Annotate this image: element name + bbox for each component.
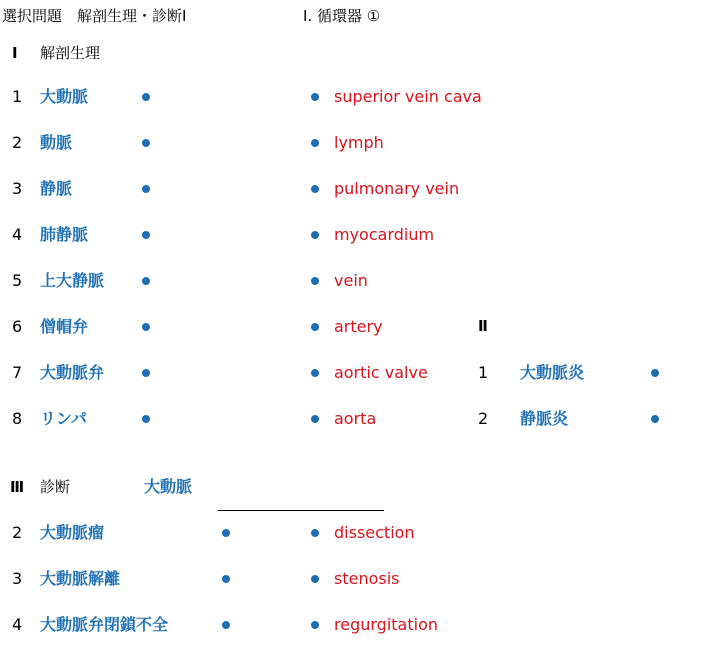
match-dot-left[interactable] bbox=[142, 185, 150, 193]
japanese-term: 静脈 bbox=[40, 179, 73, 198]
english-term: lymph bbox=[334, 133, 384, 152]
item-number: 2 bbox=[12, 133, 23, 152]
match-dot-left[interactable] bbox=[142, 415, 150, 423]
match-dot[interactable] bbox=[651, 415, 659, 423]
match-dot-left[interactable] bbox=[142, 369, 150, 377]
item-number: 2 bbox=[478, 409, 489, 428]
english-term: vein bbox=[334, 271, 368, 290]
match-dot-right[interactable] bbox=[311, 277, 319, 285]
japanese-term: 大動脈 bbox=[40, 87, 89, 106]
english-term: artery bbox=[334, 317, 383, 336]
japanese-term: 肺静脈 bbox=[40, 225, 89, 244]
match-dot-left[interactable] bbox=[142, 231, 150, 239]
match-dot-right[interactable] bbox=[311, 185, 319, 193]
match-dot-left[interactable] bbox=[222, 529, 230, 537]
match-dot-right[interactable] bbox=[311, 369, 319, 377]
match-dot-right[interactable] bbox=[311, 93, 319, 101]
item-number: 2 bbox=[12, 523, 23, 542]
japanese-term: 大動脈解離 bbox=[40, 569, 121, 588]
section1-roman: Ⅰ bbox=[12, 44, 18, 62]
item-number: 6 bbox=[12, 317, 23, 336]
match-dot-left[interactable] bbox=[142, 139, 150, 147]
match-dot-left[interactable] bbox=[222, 621, 230, 629]
english-term: stenosis bbox=[334, 569, 400, 588]
match-dot-left[interactable] bbox=[142, 277, 150, 285]
english-term: aorta bbox=[334, 409, 377, 428]
english-term: aortic valve bbox=[334, 363, 428, 382]
section3-example-term: 大動脈 bbox=[144, 477, 193, 496]
japanese-term: 大動脈弁閉鎖不全 bbox=[40, 615, 169, 634]
match-dot-right[interactable] bbox=[311, 621, 319, 629]
match-dot-left[interactable] bbox=[142, 323, 150, 331]
item-number: 7 bbox=[12, 363, 23, 382]
item-number: 3 bbox=[12, 179, 23, 198]
section3-title: 診断 bbox=[40, 478, 71, 496]
english-term: superior vein cava bbox=[334, 87, 482, 106]
japanese-term: 大動脈弁 bbox=[40, 363, 105, 382]
item-number: 1 bbox=[12, 87, 23, 106]
item-number: 4 bbox=[12, 225, 23, 244]
japanese-term: リンパ bbox=[40, 409, 87, 428]
japanese-term: 大動脈瘤 bbox=[40, 523, 105, 542]
header-left: 選択問題 解剖生理・診断Ⅰ bbox=[2, 7, 187, 25]
japanese-term: 大動脈炎 bbox=[520, 363, 585, 382]
item-number: 1 bbox=[478, 363, 489, 382]
english-term: regurgitation bbox=[334, 615, 438, 634]
match-dot-left[interactable] bbox=[222, 575, 230, 583]
divider-line bbox=[218, 510, 384, 511]
section3-roman: Ⅲ bbox=[10, 478, 25, 496]
item-number: 3 bbox=[12, 569, 23, 588]
item-number: 4 bbox=[12, 615, 23, 634]
section1-title: 解剖生理 bbox=[40, 44, 101, 62]
match-dot-right[interactable] bbox=[311, 231, 319, 239]
japanese-term: 上大静脈 bbox=[40, 271, 105, 290]
english-term: dissection bbox=[334, 523, 415, 542]
match-dot-right[interactable] bbox=[311, 139, 319, 147]
item-number: 5 bbox=[12, 271, 23, 290]
section2-roman: Ⅱ bbox=[478, 317, 488, 335]
match-dot-right[interactable] bbox=[311, 575, 319, 583]
japanese-term: 動脈 bbox=[40, 133, 73, 152]
match-dot-right[interactable] bbox=[311, 323, 319, 331]
match-dot-right[interactable] bbox=[311, 415, 319, 423]
header-right: Ⅰ. 循環器 ① bbox=[303, 7, 381, 25]
match-dot-left[interactable] bbox=[142, 93, 150, 101]
item-number: 8 bbox=[12, 409, 23, 428]
english-term: myocardium bbox=[334, 225, 435, 244]
english-term: pulmonary vein bbox=[334, 179, 460, 198]
match-dot[interactable] bbox=[651, 369, 659, 377]
japanese-term: 僧帽弁 bbox=[40, 317, 89, 336]
japanese-term: 静脈炎 bbox=[520, 409, 569, 428]
match-dot-right[interactable] bbox=[311, 529, 319, 537]
